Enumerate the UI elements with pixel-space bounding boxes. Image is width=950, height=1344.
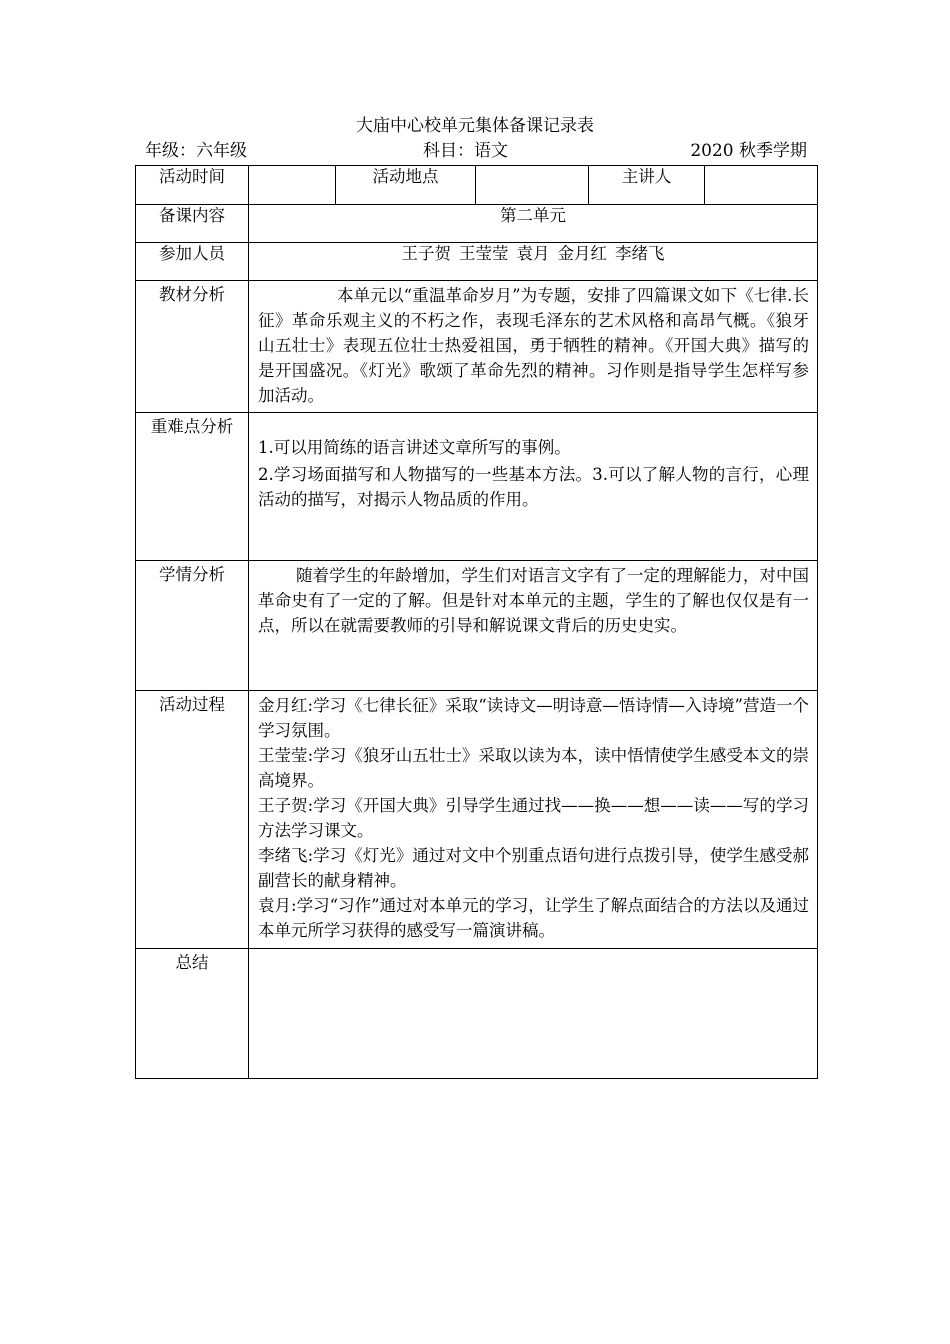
process-item: 王莹莹:学习《狼牙山五壮士》采取以读为本，读中悟情使学生感受本文的崇高境界。 — [258, 746, 809, 790]
subject-label: 科目：语文 — [423, 141, 508, 161]
row-content — [136, 205, 818, 243]
lesson-plan-table — [135, 165, 818, 1079]
textbook-label: 教材分析 — [136, 281, 249, 413]
content-value: 第二单元 — [249, 205, 818, 243]
row-students — [136, 561, 818, 691]
grade-label: 年级：六年级 — [145, 141, 247, 161]
keypoints-cell — [249, 413, 818, 561]
row-keypoints — [136, 413, 818, 561]
row-time-place — [136, 166, 818, 205]
time-value[interactable] — [249, 166, 336, 205]
textbook-cell — [249, 281, 818, 413]
speaker-label: 主讲人 — [589, 166, 705, 205]
row-members — [136, 243, 818, 281]
members-value — [249, 243, 818, 281]
process-item: 王子贺:学习《开国大典》引导学生通过找——换——想——读——写的学习方法学习课文。 — [258, 796, 809, 840]
member-name: 李绪飞 — [615, 244, 665, 263]
row-textbook — [136, 281, 818, 413]
row-process — [136, 691, 818, 949]
process-item: 金月红:学习《七律长征》采取“读诗文—明诗意—悟诗情—入诗境”营造一个学习氛围。 — [258, 696, 809, 740]
students-cell — [249, 561, 818, 691]
members-label: 参加人员 — [136, 243, 249, 281]
time-label: 活动时间 — [136, 166, 249, 205]
process-item: 李绪飞:学习《灯光》通过对文中个别重点语句进行点拨引导，使学生感受郝副营长的献身精神。 — [258, 846, 809, 890]
member-name: 金月红 — [557, 244, 607, 263]
keypoints-line-1: 1.可以用简练的语言讲述文章所写的事例。 — [258, 438, 571, 457]
member-name: 王子贺 — [401, 244, 451, 263]
summary-label: 总结 — [136, 949, 249, 1079]
member-name: 王莹莹 — [459, 244, 509, 263]
place-label: 活动地点 — [336, 166, 476, 205]
process-item: 袁月:学习“习作”通过对本单元的学习，让学生了解点面结合的方法以及通过本单元所学习获得的感受写一篇演讲稿。 — [258, 896, 809, 940]
process-cell — [249, 691, 818, 949]
summary-value[interactable] — [249, 949, 818, 1079]
row-summary — [136, 949, 818, 1079]
page-title: 大庙中心校单元集体备课记录表 — [356, 116, 594, 136]
place-value[interactable] — [476, 166, 589, 205]
students-label: 学情分析 — [136, 561, 249, 691]
process-label: 活动过程 — [136, 691, 249, 949]
speaker-value[interactable] — [705, 166, 818, 205]
member-name: 袁月 — [516, 244, 550, 263]
keypoints-label: 重难点分析 — [136, 413, 249, 561]
content-label: 备课内容 — [136, 205, 249, 243]
term-label: 2020 秋季学期 — [690, 141, 807, 161]
students-text: 随着学生的年龄增加，学生们对语言文字有了一定的理解能力，对中国革命史有了一定的了解。但是针对本单元的主题，学生的了解也仅仅是有一点，所以在就需要教师的引导和解说课文背后的历史史实。 — [258, 566, 809, 635]
textbook-text: 本单元以“重温革命岁月”为专题，安排了四篇课文如下《七律.长征》革命乐观主义的不朽之作，表现毛泽东的艺术风格和高昂气概。《狼牙山五壮士》表现五位壮士热爱祖国，勇于牺牲的精神。《开国大典》描写的是开国盛况。《灯光》歌颂了革命先烈的精神。习作则是指导学生怎样写参加活动。 — [258, 286, 809, 405]
keypoints-line-2: 2.学习场面描写和人物描写的一些基本方法。3.可以了解人物的言行，心理活动的描写，对揭示人物品质的作用。 — [258, 465, 809, 509]
